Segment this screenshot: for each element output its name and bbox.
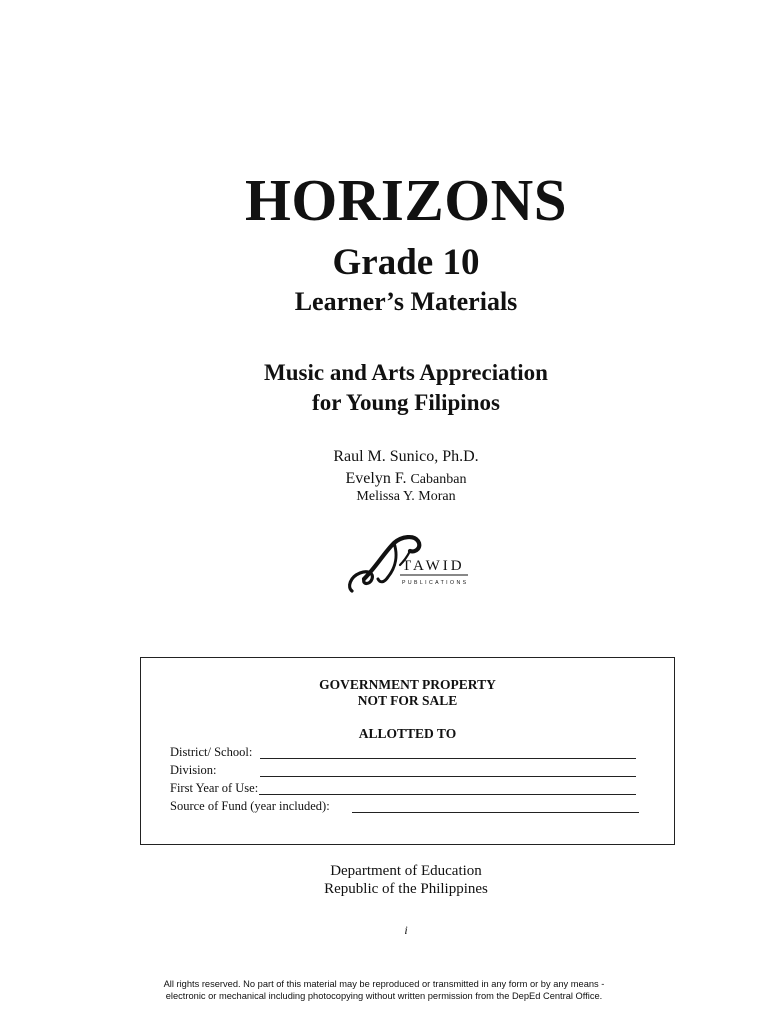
first-year-of-use-blank <box>259 781 636 795</box>
country-name: Republic of the Philippines <box>324 881 488 897</box>
logo-name: TAWID <box>402 558 465 574</box>
grade-level: Grade 10 <box>332 242 480 283</box>
source-of-fund-label: Source of Fund (year included): <box>170 799 330 813</box>
subject-line-2: for Young Filipinos <box>312 390 500 415</box>
logo-tagline: PUBLICATIONS <box>402 580 469 586</box>
government-property-heading: GOVERNMENT PROPERTY <box>319 677 496 692</box>
page-number: i <box>404 923 408 937</box>
author-3: Melissa Y. Moran <box>356 489 456 504</box>
department-name: Department of Education <box>330 863 482 879</box>
first-year-of-use-label: First Year of Use: <box>170 781 259 795</box>
tawid-logo-graphic <box>344 533 470 597</box>
author-2 <box>0 470 768 488</box>
subject-line-1: Music and Arts Appreciation <box>264 360 548 385</box>
source-of-fund-blank <box>352 799 639 813</box>
tawid-publications-logo <box>344 533 470 597</box>
book-title: HORIZONS <box>244 167 568 233</box>
author-2-last: Cabanban <box>410 472 467 487</box>
government-property-box <box>140 657 675 845</box>
division-label: Division: <box>170 763 217 777</box>
author-2-first: Evelyn F. <box>345 470 407 487</box>
author-1: Raul M. Sunico, Ph.D. <box>333 448 479 465</box>
allotted-to-heading: ALLOTTED TO <box>358 726 457 741</box>
district-school-blank <box>260 745 636 759</box>
rights-notice-line-2: electronic or mechanical including photocopying without written permission from the DepEd Central Office. <box>165 991 603 1001</box>
division-blank <box>260 763 636 777</box>
materials-label: Learner’s Materials <box>294 287 518 316</box>
rights-notice-line-1: All rights reserved. No part of this material may be reproduced or transmitted in any form or by any means - <box>163 979 605 989</box>
not-for-sale-heading: NOT FOR SALE <box>357 693 458 708</box>
district-school-label: District/ School: <box>170 745 253 759</box>
